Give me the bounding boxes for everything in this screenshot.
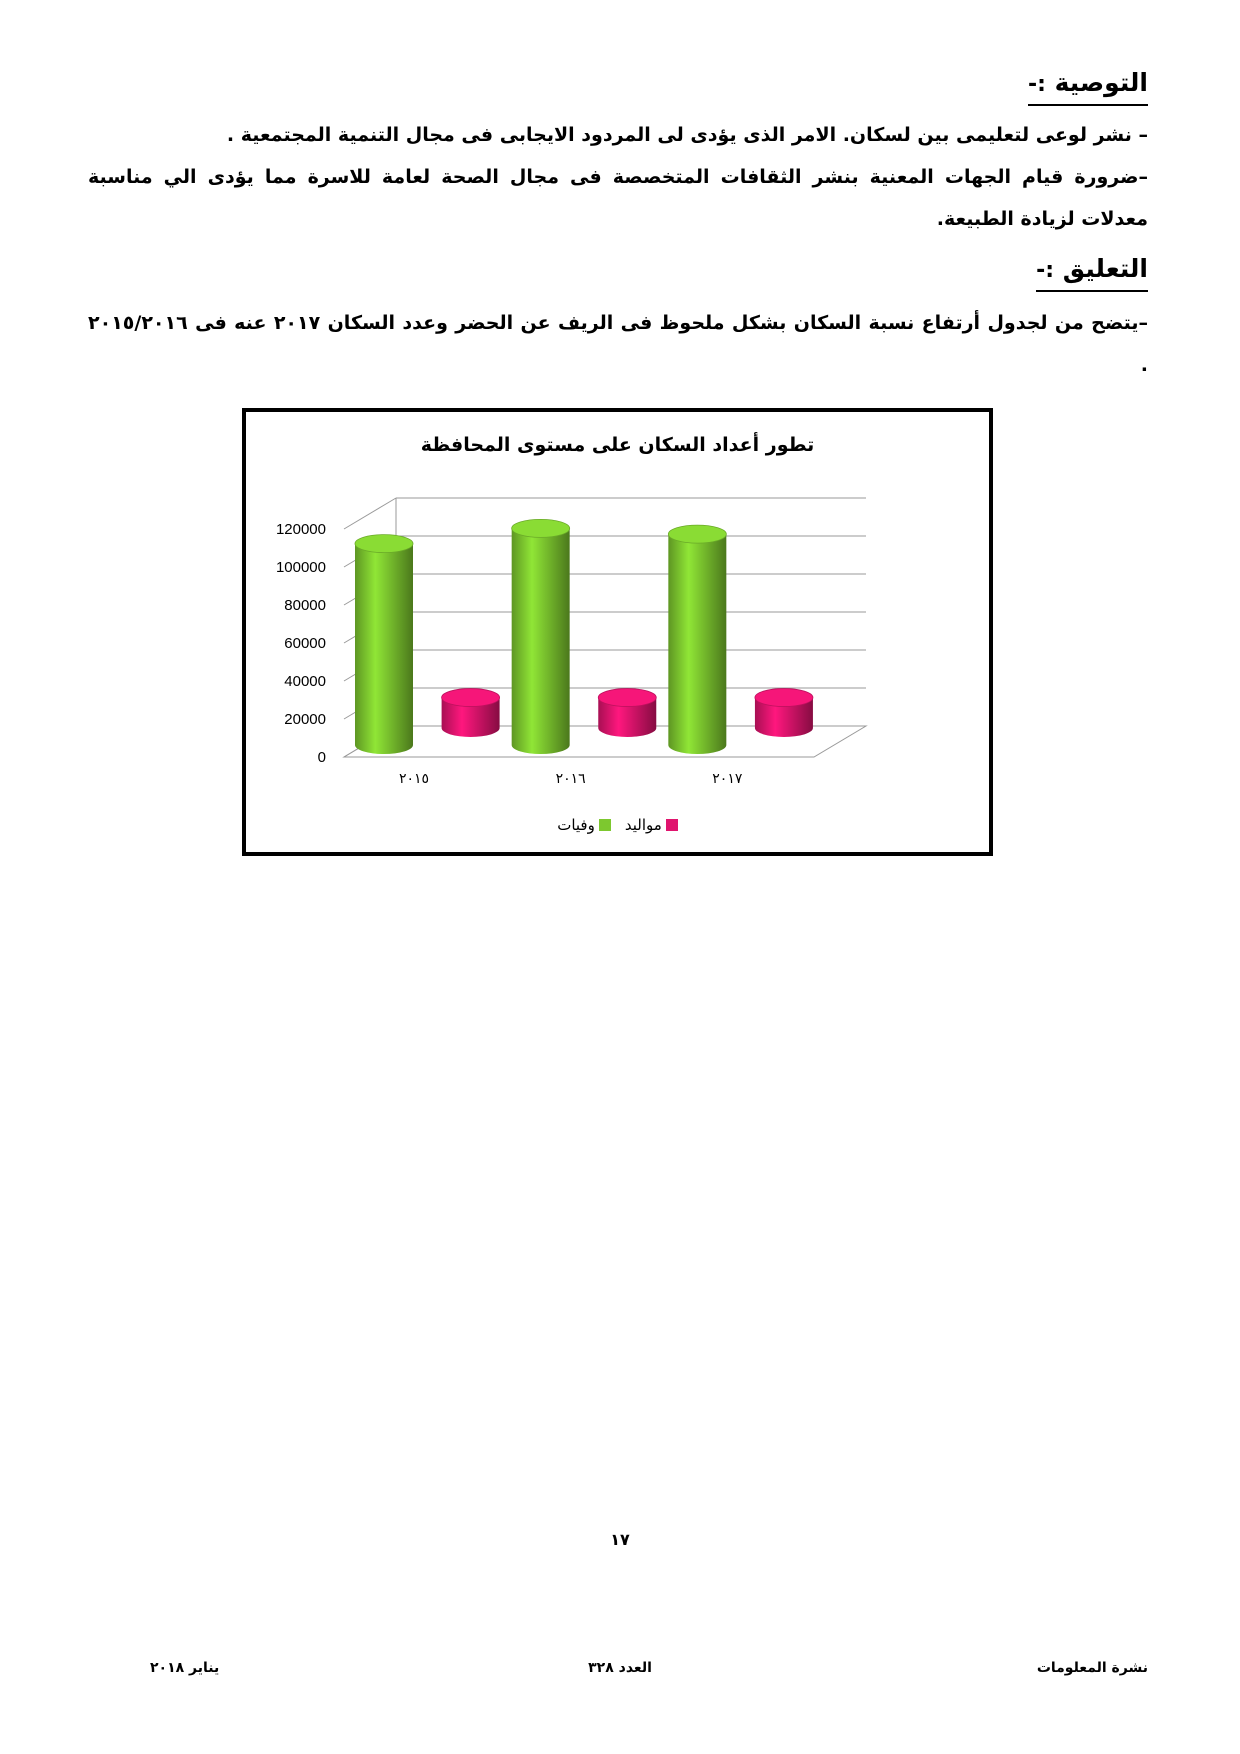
y-tick-label: 40000: [284, 673, 326, 690]
comment-title: التعليق: [1062, 254, 1148, 283]
gridline-diagonal: [344, 498, 396, 529]
y-tick-label: 0: [317, 749, 326, 766]
y-tick-label: 120000: [275, 521, 326, 538]
legend-swatch-births: [666, 819, 678, 831]
legend-swatch-deaths: [599, 819, 611, 831]
y-tick-label: 100000: [275, 559, 326, 576]
population-chart: [242, 408, 993, 856]
comment-line-1: –يتضح من لجدول أرتفاع نسبة السكان بشكل ملحوظ فى الريف عن الحضر وعدد السكان ٢٠١٧ عنه فى ٢٠١٥/٢٠١٦ .: [88, 312, 1148, 376]
chart-title: تطور أعداد السكان على مستوى المحافظة: [420, 434, 815, 456]
x-tick-label: ٢٠١٦: [555, 771, 586, 787]
bar-top-مواليد: [598, 689, 656, 707]
footer-publication: نشرة المعلومات: [1036, 1660, 1148, 1676]
page-number: ١٧: [610, 1530, 630, 1549]
y-tick-label: 20000: [284, 711, 326, 728]
bar-وفيات: [668, 534, 726, 754]
recommendation-heading: [1028, 66, 1148, 106]
bar-وفيات: [512, 528, 570, 754]
recommendation-separator: :-: [1027, 72, 1046, 97]
chart-plot: [246, 412, 989, 852]
legend-item-births: [625, 816, 678, 834]
bar-top-مواليد: [442, 689, 500, 707]
x-tick-label: ٢٠١٥: [398, 771, 430, 787]
comment-separator: :-: [1036, 258, 1055, 283]
chart-legend: [246, 816, 989, 834]
recommendation-line-2: –ضرورة قيام الجهات المعنية بنشر الثقافات المتخصصة فى مجال الصحة لعامة للاسرة مما يؤدى الي مناسبة معدلات لزيادة الطبيعة.: [88, 166, 1148, 230]
legend-label-deaths: وفيات: [557, 816, 595, 834]
legend-label-births: مواليد: [624, 816, 662, 834]
x-tick-label: ٢٠١٧: [712, 771, 743, 787]
bar-top-وفيات: [512, 519, 570, 537]
bar-top-مواليد: [755, 689, 813, 707]
recommendation-title: التوصية: [1054, 68, 1148, 97]
footer-date: يناير ٢٠١٨: [150, 1660, 220, 1676]
bar-top-وفيات: [668, 525, 726, 543]
legend-item-deaths: [557, 816, 611, 834]
comment-heading: [1036, 252, 1148, 292]
y-tick-label: 80000: [284, 597, 326, 614]
bar-وفيات: [355, 544, 413, 754]
recommendation-line-1: – نشر لوعى لتعليمى بين لسكان. الامر الذى يؤدى لى المردود الايجابى فى مجال التنمية المجتمعية .: [226, 124, 1148, 146]
y-tick-label: 60000: [284, 635, 326, 652]
footer-issue: العدد ٣٢٨: [588, 1660, 652, 1676]
bar-top-وفيات: [355, 535, 413, 553]
